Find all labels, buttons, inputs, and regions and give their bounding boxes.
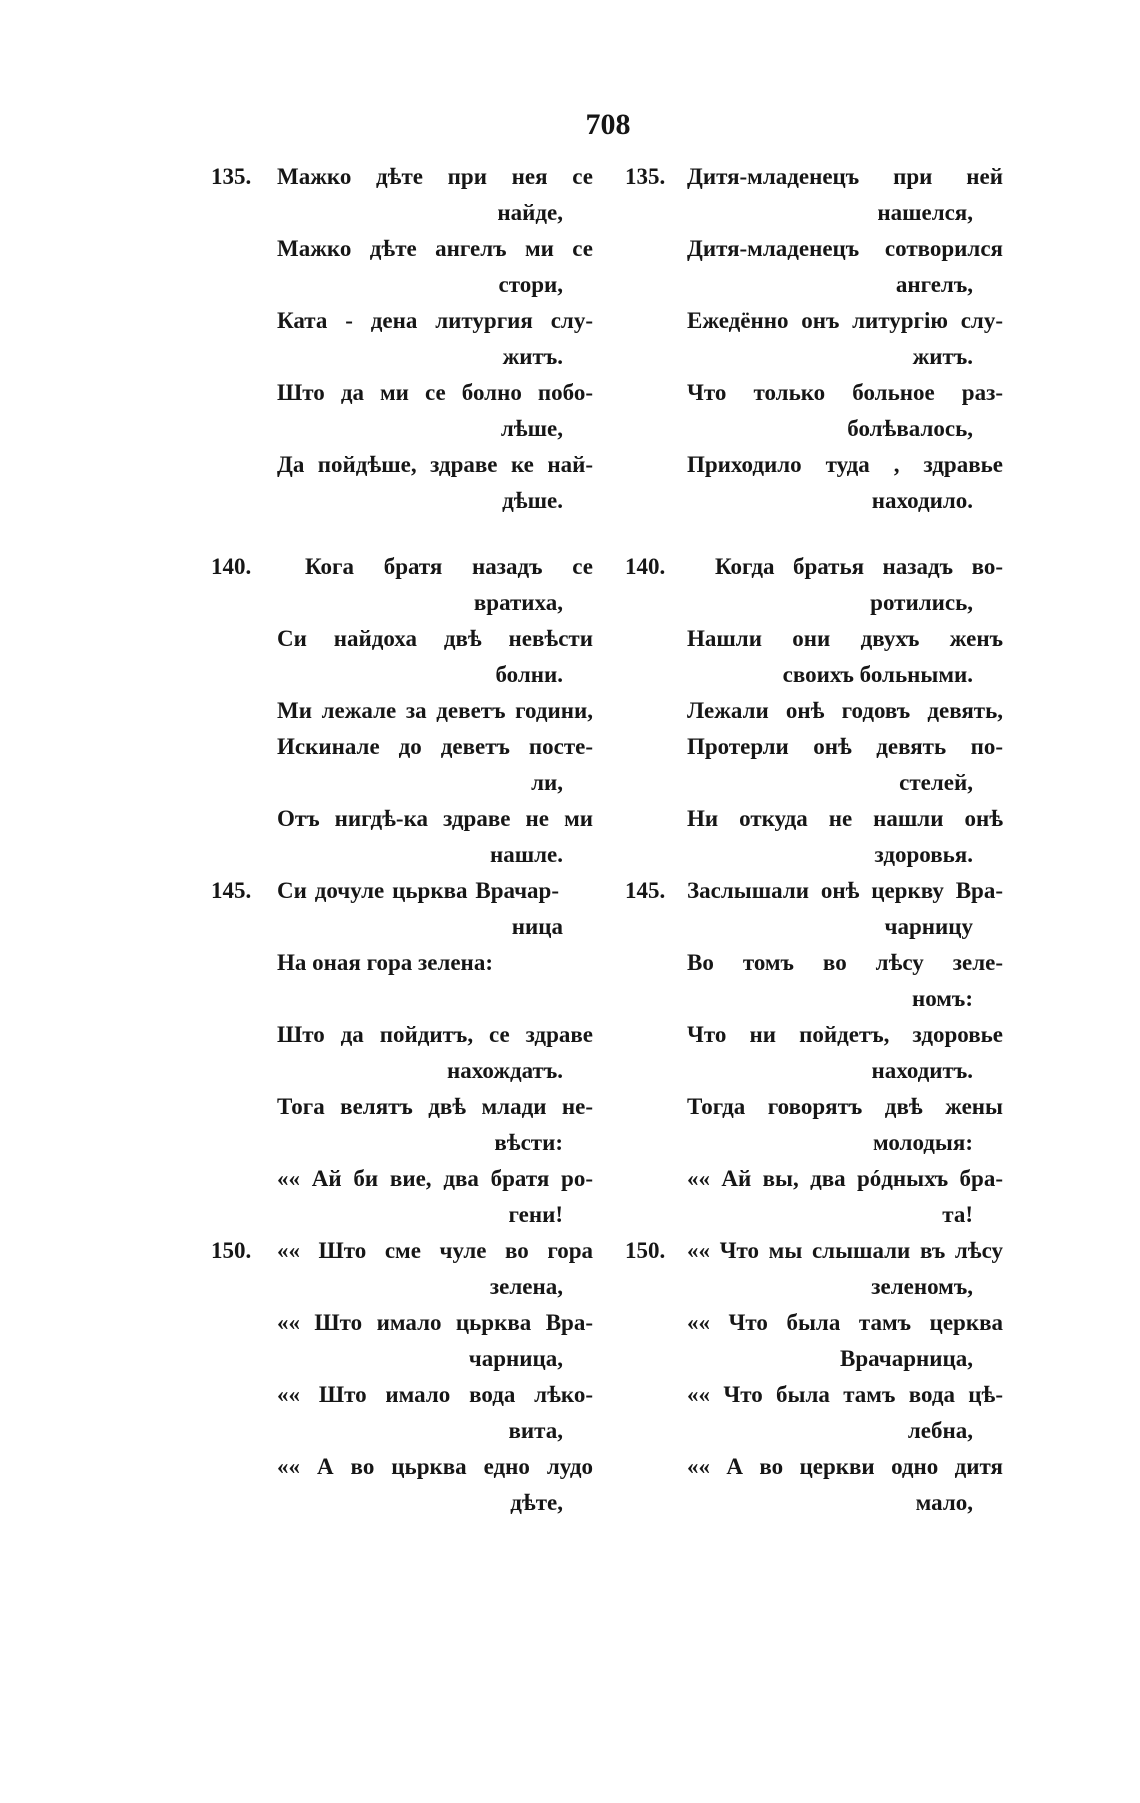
right-verse [625,159,1003,231]
verse-line-continuation: зелена, [489,1274,563,1299]
verse-pair [211,621,1003,693]
verse-line: Протерли онѣ девять по- [687,734,1003,759]
verse-line-continuation: вита, [508,1418,563,1443]
verse-pair [211,729,1003,801]
verse-pair [211,1233,1003,1305]
verse-line: «« Што имало вода лѣко- [277,1382,593,1407]
verse-line-continuation: молодыя: [873,1130,973,1155]
verse-line: Ката - дена литургия слу- [277,308,593,333]
right-verse [625,303,1003,375]
verse-line-continuation: мало, [915,1490,973,1515]
verse-line: «« Што сме чуле во гора [277,1238,593,1263]
verse-line-continuation: номъ: [911,986,973,1011]
verse-line: «« Што имало цьрква Вра- [277,1310,593,1335]
verse-line: «« А во церкви одно дитя [687,1454,1003,1479]
verse-line-continuation: чарница, [468,1346,563,1371]
verse-line-continuation: стелей, [899,770,973,795]
verse-line-continuation: ангелъ, [895,272,973,297]
verse-line: Дитя-младенецъ при ней [687,164,1003,189]
left-verse [211,801,625,873]
verse-line: Кога братя назадъ се [305,554,593,579]
verse-line: Приходило туда , здравье [687,452,1003,477]
left-verse [211,621,625,693]
verse-pair [211,375,1003,447]
verse-pair [211,1305,1003,1377]
verse-line: «« Что была тамъ церква [687,1310,1003,1335]
right-verse [625,621,1003,693]
verse-pair [211,1089,1003,1161]
verse-line-continuation: находило. [871,488,973,513]
verse-pair [211,231,1003,303]
right-verse [625,447,1003,519]
verse-line-continuation: Врачарница, [840,1346,973,1371]
verse-line-continuation: болѣвалось, [847,416,973,441]
right-verse [625,1377,1003,1449]
right-verse [625,801,1003,873]
verse-line: «« Что мы слышали въ лѣсу [687,1238,1003,1263]
verse-pair [211,1161,1003,1233]
verse-line: Что ни пойдетъ, здоровье [687,1022,1003,1047]
right-verse [625,1305,1003,1377]
right-verse [625,1017,1003,1089]
verse-line: Во томъ во лѣсу зеле- [687,950,1003,975]
verse-line: Си дочуле цьрква Врачар- [277,878,559,903]
right-verse [625,231,1003,303]
left-verse [211,303,625,375]
verse-line-continuation: нахождатъ. [447,1058,563,1083]
verse-number: 135. [211,164,252,189]
verse-pair [211,945,1003,1017]
left-verse [211,159,625,231]
left-verse [211,945,625,1017]
left-verse [211,1449,625,1521]
verse-pair [211,1377,1003,1449]
verse-line-continuation: ница [511,914,563,939]
verse-line: Си найдоха двѣ невѣсти [277,626,593,651]
verse-pair [211,801,1003,873]
verse-line: «« А во цьрква едно лудо [277,1454,593,1479]
verse-line-continuation: вѣсти: [494,1130,563,1155]
verse-line: Тогда говорятъ двѣ жены [687,1094,1003,1119]
verse-pair [211,447,1003,519]
stanza [211,549,1003,1521]
right-verse [625,693,1003,729]
left-verse [211,375,625,447]
page-number: 708 [585,108,631,141]
left-verse [211,1305,625,1377]
verse-line-continuation: та! [942,1202,973,1227]
verse-line-continuation: находитъ. [871,1058,973,1083]
left-verse [211,693,625,729]
verse-number: 145. [625,878,666,903]
verse-line-continuation: дѣте, [510,1490,563,1515]
right-verse [625,1161,1003,1233]
verse-line-continuation: гени! [508,1202,563,1227]
verse-line: Нашли они двухъ женъ [687,626,1003,651]
verse-line: Мажко дѣте при нея се [277,164,593,189]
left-verse [211,873,625,945]
verse-pair [211,159,1003,231]
right-verse [625,1449,1003,1521]
verse-line-continuation: житъ. [912,344,973,369]
verse-line-continuation: найде, [497,200,563,225]
verse-pair [211,693,1003,729]
verse-line: На оная гора зелена: [277,950,493,975]
verse-number: 140. [211,554,252,579]
left-verse [211,1377,625,1449]
verse-line: Мажко дѣте ангелъ ми се [277,236,593,261]
verse-number: 150. [211,1238,252,1263]
left-verse [211,729,625,801]
verse-line: Когда братья назадъ во- [715,554,1003,579]
verse-line: «« Что была тамъ вода цѣ- [687,1382,1003,1407]
verse-line: Да пойдѣше, здраве ке най- [277,452,593,477]
verse-line-continuation: чарницу [884,914,973,939]
verse-number: 145. [211,878,252,903]
verse-line: Что только больное раз- [687,380,1003,405]
verse-line-continuation: стори, [498,272,563,297]
right-verse [625,1089,1003,1161]
right-verse [625,873,1003,945]
right-verse [625,945,1003,1017]
verse-line-continuation: лебна, [907,1418,973,1443]
verse-line: «« Ай вы, два рóдныхъ бра- [687,1166,1003,1191]
verse-line: Ежедённо онъ литургію слу- [687,308,1003,333]
right-verse [625,729,1003,801]
verse-line-continuation: дѣше. [502,488,563,513]
verse-pair [211,303,1003,375]
verse-line: Ни откуда не нашли онѣ [687,806,1003,831]
verse-line: Дитя-младенецъ сотворился [687,236,1003,261]
stanza [211,159,1003,519]
right-verse [625,1233,1003,1305]
left-verse [211,1161,625,1233]
verse-line-continuation: житъ. [502,344,563,369]
verse-line: Што да ми се болно побо- [277,380,593,405]
verse-line-continuation: ротились, [870,590,973,615]
left-verse [211,1233,625,1305]
verse-number: 135. [625,164,666,189]
right-verse [625,375,1003,447]
left-verse [211,231,625,303]
verse-pair [211,873,1003,945]
verse-line: Искинале до деветъ посте- [277,734,593,759]
verse-line-continuation: болни. [495,662,563,687]
verse-line: Ми лежале за деветъ години, [277,698,593,723]
verse-pair [211,549,1003,621]
verse-pair [211,1017,1003,1089]
left-verse [211,1017,625,1089]
verse-pair [211,1449,1003,1521]
verse-line-continuation: вратиха, [473,590,563,615]
verse-line-continuation: лѣше, [500,416,563,441]
left-verse [211,447,625,519]
verse-line: Тога велятъ двѣ млади не- [277,1094,593,1119]
left-verse [211,1089,625,1161]
verse-number: 140. [625,554,666,579]
verse-line: Што да пойдитъ, се здраве [277,1022,593,1047]
right-verse [625,549,1003,621]
parallel-text [211,159,1003,1521]
verse-line: Отъ нигдѣ-ка здраве не ми [277,806,593,831]
verse-line-continuation: зеленомъ, [871,1274,973,1299]
verse-line-continuation: здоровья. [874,842,973,867]
verse-line-continuation: нашле. [489,842,563,867]
left-verse [211,549,625,621]
verse-line: Лежали онѣ годовъ девять, [687,698,1003,723]
verse-line-continuation: своихъ больными. [782,662,973,687]
verse-line: Заслышали онѣ церкву Вра- [687,878,1003,903]
verse-number: 150. [625,1238,666,1263]
verse-line: «« Ай би вие, два братя ро- [277,1166,593,1191]
verse-line-continuation: ли, [531,770,563,795]
verse-line-continuation: нашелся, [877,200,973,225]
